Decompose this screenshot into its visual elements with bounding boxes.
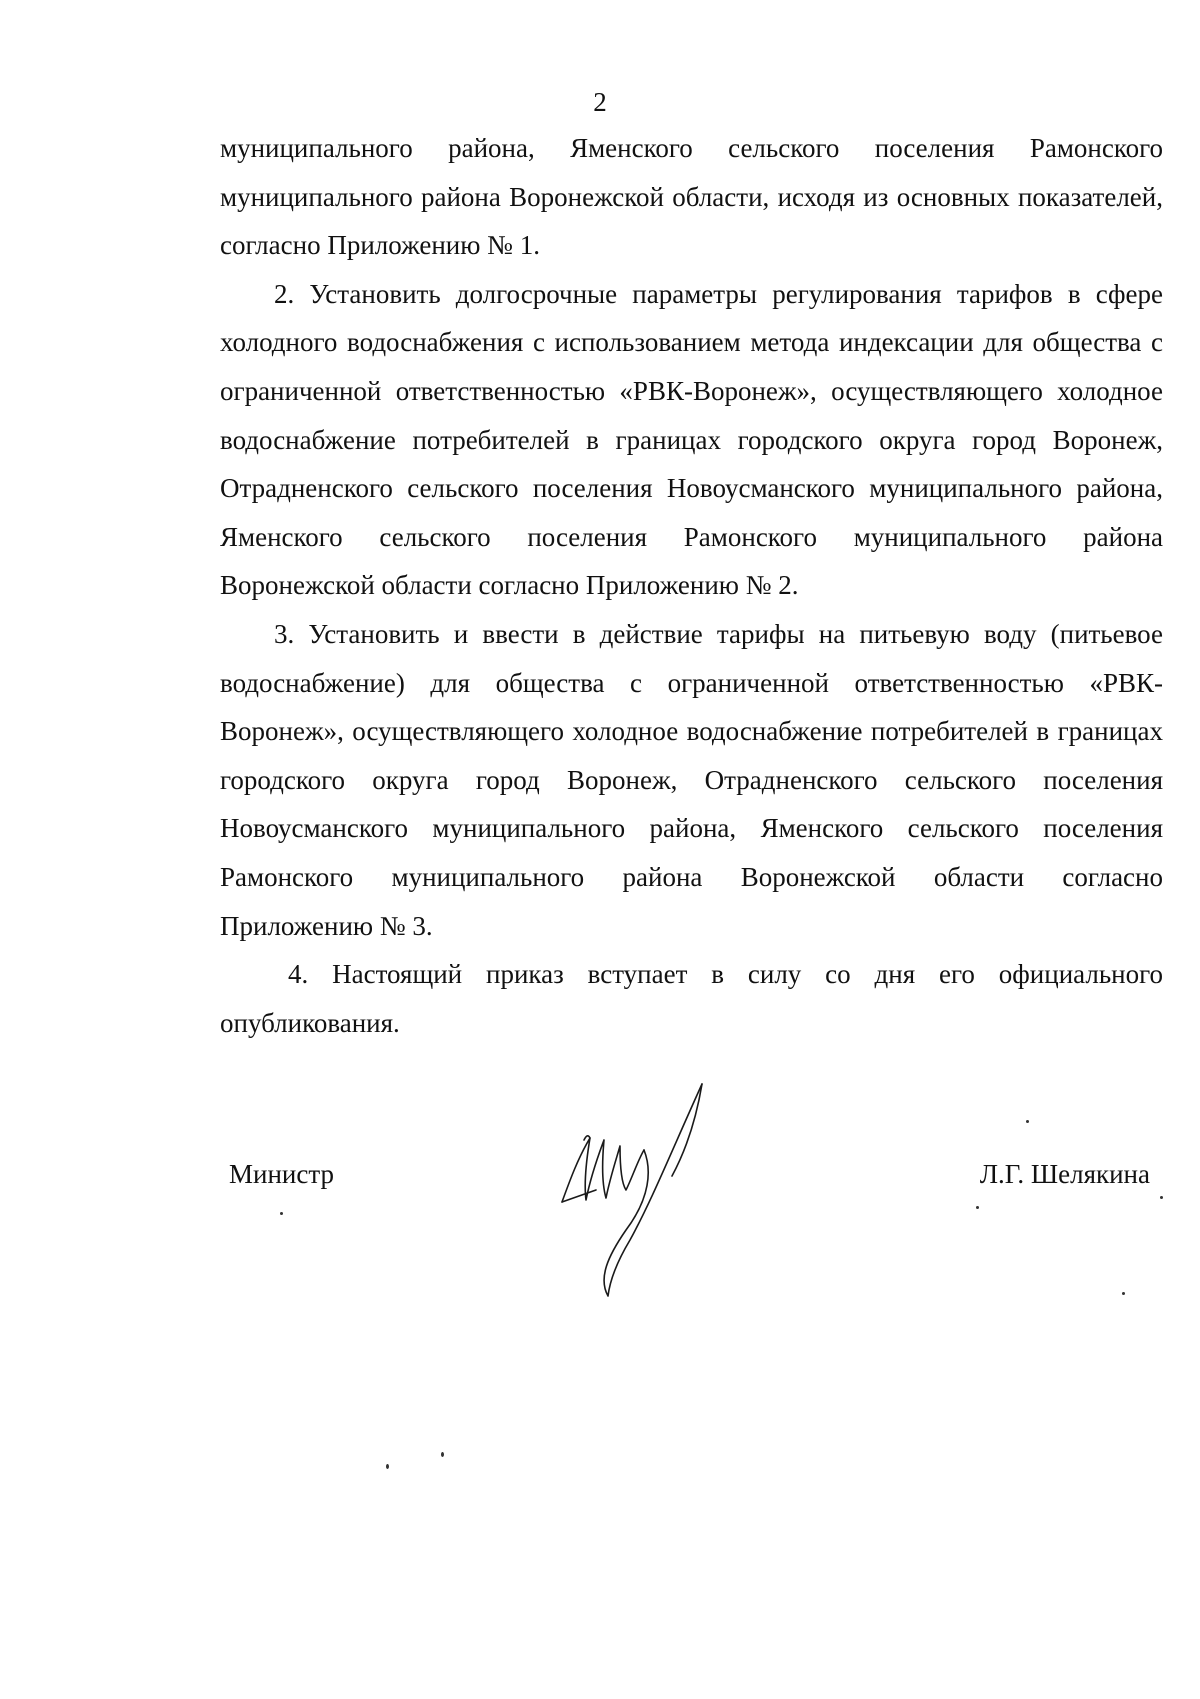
signatory-name: Л.Г. Шелякина xyxy=(979,1159,1150,1189)
handwritten-signature xyxy=(560,1080,720,1300)
scan-speck xyxy=(1026,1120,1029,1123)
scan-speck xyxy=(1122,1292,1125,1295)
scan-speck xyxy=(1160,1196,1163,1199)
scan-speck xyxy=(976,1206,979,1209)
paragraph-continuation: муниципального района, Яменского сельского поселения Рамонского муниципального района Воронежской области, исходя из основных показателей, согласно Приложению № 1. xyxy=(220,133,1163,261)
document-body xyxy=(220,124,1163,1047)
paragraph-item-2: 2. Установить долгосрочные параметры регулирования тарифов в сфере холодного водоснабжения с использованием метода индексации для общества с ограниченной ответственностью «РВК-Воронеж», осуществляющего холодное водоснабжение потребителей в границах городского округа город Воронеж, Отрадненского сельского поселения Новоусманского муниципального района, Яменского сельского поселения Рамонского муниципального района Воронежской области согласно Приложению № 2. xyxy=(220,278,1163,601)
paragraph-item-3: 3. Установить и ввести в действие тарифы на питьевую воду (питьевое водоснабжение) для общества с ограниченной ответственностью «РВК-Воронеж», осуществляющего холодное водоснабжение потребителей в границах городского округа город Воронеж, Отрадненского сельского поселения Новоусманского муниципального района, Яменского сельского поселения Рамонского муниципального района Воронежской области согласно Приложению № 3. xyxy=(220,618,1163,941)
scan-speck xyxy=(280,1212,283,1215)
paragraph-item-4: 4. Настоящий приказ вступает в силу со дня его официального опубликования. xyxy=(220,959,1163,1038)
scan-speck xyxy=(386,1464,389,1469)
signature-block xyxy=(0,1080,1200,1320)
scan-speck xyxy=(441,1452,444,1457)
signatory-position: Министр xyxy=(229,1159,334,1189)
page-number: 2 xyxy=(593,87,607,117)
